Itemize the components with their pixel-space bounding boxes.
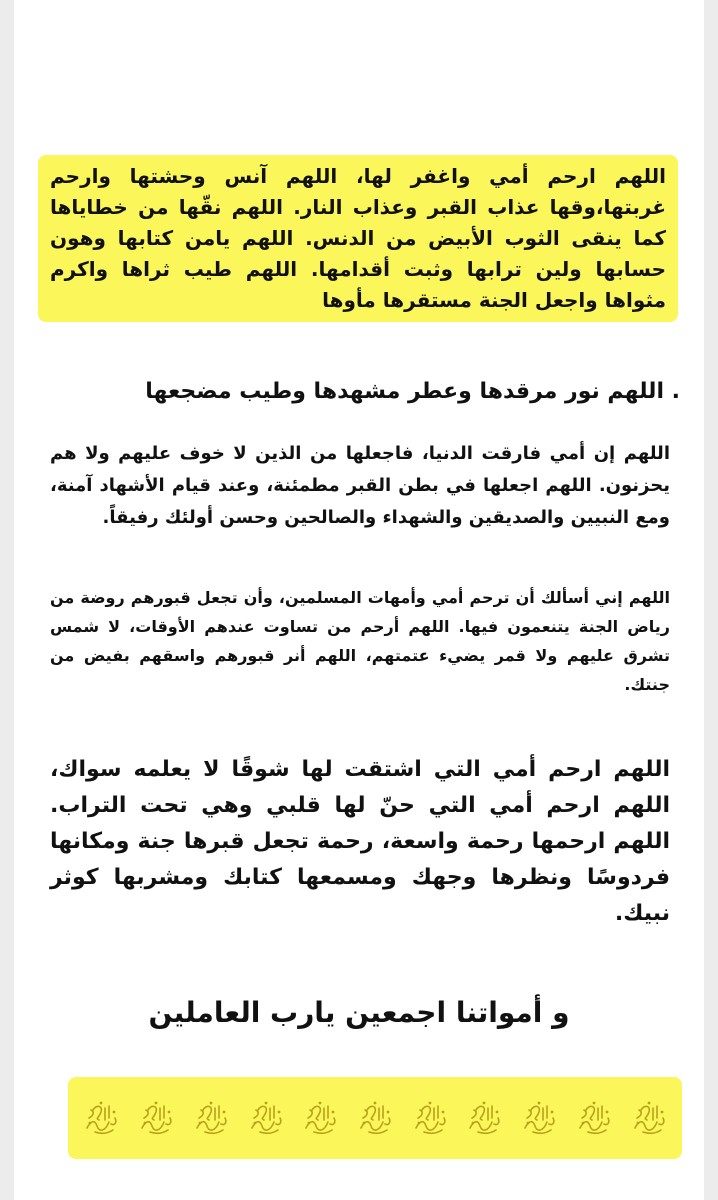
- salawat-calligraphy-icon: [410, 1098, 450, 1138]
- salawat-calligraphy-icon: [300, 1098, 340, 1138]
- salawat-calligraphy-icon: [355, 1098, 395, 1138]
- right-edge-strip: [704, 0, 718, 1200]
- prayer-longing: اللهم ارحم أمي التي اشتقت لها شوقًا لا يعلمه سواك، اللهم ارحم أمي التي حنّ لها قلبي وهي تحت التراب. اللهم ارحمها رحمة واسعة، رحمة تجعل قبرها جنة ومكانها فردوسًا ونظرها وجهك ومسمعها كتابك ومشربها كوثر نبيك.: [50, 757, 670, 926]
- prayer-document: [20, 0, 698, 1200]
- blessing-bar: [68, 1077, 682, 1159]
- salawat-calligraphy-icon: [464, 1098, 504, 1138]
- salawat-calligraphy-icon: [191, 1098, 231, 1138]
- left-edge-strip: [0, 0, 14, 1200]
- salawat-calligraphy-icon: [246, 1098, 286, 1138]
- salawat-calligraphy-icon: [81, 1098, 121, 1138]
- salawat-calligraphy-icon: [629, 1098, 669, 1138]
- prayer-mother-departed: اللهم إن أمي فارقت الدنيا، فاجعلها من الذين لا خوف عليهم ولا هم يحزنون. اللهم اجعلها في بطن القبر مطمئنة، وعند قيام الأشهاد آمنة، ومع النبيين والصديقين والشهداء والصالحين وحسن أولئك رفيقاً.: [50, 443, 670, 528]
- salawat-calligraphy-icon: [519, 1098, 559, 1138]
- prayer-light-grave: . اللهم نور مرقدها وعطر مشهدها وطيب مضجعها: [145, 379, 680, 404]
- salawat-calligraphy-icon: [136, 1098, 176, 1138]
- closing-line: و أمواتنا اجمعين يارب العاملين: [148, 996, 570, 1029]
- highlighted-prayer: اللهم ارحم أمي واغفر لها، اللهم آنس وحشتها وارحم غربتها،وقها عذاب القبر وعذاب النار. اللهم نقّها من خطاياها كما ينقى الثوب الأبيض من الدنس. اللهم يامن كتابها وهون حسابها ولين ترابها وثبت أقدامها. اللهم طيب ثراها واكرم مثواها واجعل الجنة مستقرها مأوها: [38, 155, 678, 322]
- prayer-muslim-mothers: اللهم إني أسألك أن ترحم أمي وأمهات المسلمين، وأن تجعل قبورهم روضة من رياض الجنة يتنعمون فيها. اللهم أرحم من تساوت عندهم الأوقات، لا شمس تشرق عليهم ولا قمر يضيء عتمتهم، اللهم أنر قبورهم واسقهم بفيض من جنتك.: [50, 588, 670, 694]
- salawat-calligraphy-icon: [574, 1098, 614, 1138]
